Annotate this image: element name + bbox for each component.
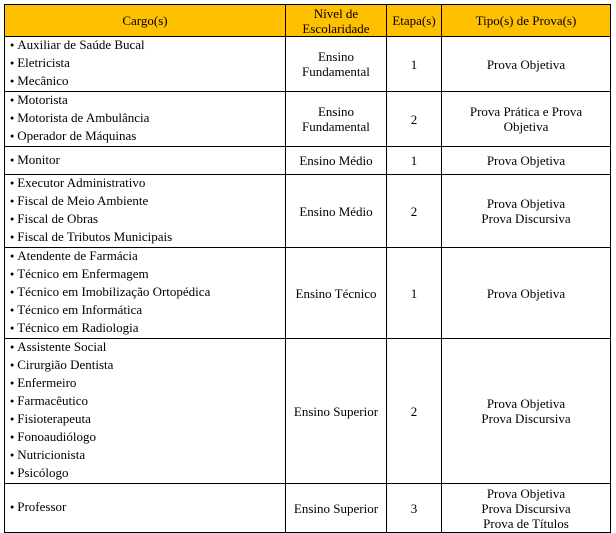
table-row [5,339,611,484]
table-row [5,92,611,147]
cargo-item: ● Eletricista [10,55,281,73]
etapas-cell: 3 [387,484,442,533]
provas-cell-line: Prova Prática e Prova [469,104,583,119]
nivel-cell [286,248,387,339]
provas-cell-line: Prova Discursiva [481,500,571,516]
cargos-cell [5,484,286,533]
cargo-item: ● Farmacêutico [10,393,281,411]
header-nivel-line2: Escolaridade [302,20,370,36]
cargo-item: ● Cirurgião Dentista [10,357,281,375]
nivel-cell-line: Ensino Superior [293,403,379,419]
table-row [5,248,611,339]
provas-cell [442,92,611,147]
etapas-cell: 2 [387,339,442,484]
cargos-cell [5,248,286,339]
nivel-cell [286,175,387,248]
cargo-item: ● Enfermeiro [10,375,281,393]
header-cargos: Cargo(s) [5,5,286,37]
cargos-cell [5,37,286,92]
cargo-item: ● Fiscal de Tributos Municipais [10,229,281,247]
table-row [5,37,611,92]
cargos-cell [5,147,286,175]
cargo-item: ● Motorista [10,92,281,110]
provas-cell-line: Prova Objetiva [486,285,566,301]
header-provas: Tipo(s) de Prova(s) [442,5,611,37]
etapas-cell: 1 [387,147,442,175]
provas-cell-line: Prova Objetiva [486,196,566,211]
cargo-item: ● Executor Administrativo [10,175,281,193]
cargos-cell [5,175,286,248]
cargo-item: ● Técnico em Radiologia [10,320,281,338]
cargo-item: ● Assistente Social [10,339,281,357]
cargo-item: ● Psicólogo [10,465,281,483]
nivel-cell [286,147,387,175]
cargo-item: ● Fonoaudiólogo [10,429,281,447]
cargos-cell [5,92,286,147]
table-row [5,484,611,533]
provas-cell-line: Prova Discursiva [481,211,571,226]
header-etapas: Etapa(s) [387,5,442,37]
cargo-item: ● Professor [10,499,281,517]
cargos-table [4,4,611,533]
etapas-cell: 1 [387,37,442,92]
nivel-cell-line: Ensino Superior [293,500,379,516]
cargo-item: ● Fiscal de Meio Ambiente [10,193,281,211]
provas-cell-line: Prova Discursiva [481,411,571,426]
nivel-cell [286,484,387,533]
cargo-item: ● Técnico em Enfermagem [10,266,281,284]
provas-cell-line: Prova Objetiva [486,396,566,411]
nivel-cell-line: Fundamental [302,64,370,79]
cargo-item: ● Operador de Máquinas [10,128,281,146]
nivel-cell-line: Ensino Médio [299,153,373,168]
nivel-cell-line: Ensino [317,49,355,64]
provas-cell [442,248,611,339]
cargo-item: ● Fiscal de Obras [10,211,281,229]
cargo-item: ● Técnico em Imobilização Ortopédica [10,284,281,302]
header-nivel-line1: Nível de [313,5,359,21]
nivel-cell-line: Ensino [317,104,355,119]
cargo-item: ● Atendente de Farmácia [10,248,281,266]
cargo-item: ● Auxiliar de Saúde Bucal [10,37,281,55]
cargo-item: ● Técnico em Informática [10,302,281,320]
provas-cell-line: Prova de Títulos [483,515,569,531]
header-nivel [286,5,387,37]
cargo-item: ● Monitor [10,152,281,170]
provas-cell [442,37,611,92]
nivel-cell-line: Ensino Técnico [295,285,377,301]
nivel-cell-line: Fundamental [302,119,370,134]
etapas-cell: 2 [387,92,442,147]
provas-cell-line: Prova Objetiva [486,485,566,501]
cargo-item: ● Fisioterapeuta [10,411,281,429]
nivel-cell [286,37,387,92]
cargo-item: ● Motorista de Ambulância [10,110,281,128]
provas-cell [442,484,611,533]
provas-cell [442,175,611,248]
provas-cell [442,147,611,175]
table-row [5,175,611,248]
provas-cell-line: Prova Objetiva [486,56,566,72]
nivel-cell [286,339,387,484]
table-header-row [5,5,611,37]
provas-cell-line: Prova Objetiva [486,153,566,168]
etapas-cell: 1 [387,248,442,339]
cargo-item: ● Mecânico [10,73,281,91]
cargo-item: ● Nutricionista [10,447,281,465]
cargos-cell [5,339,286,484]
provas-cell [442,339,611,484]
table-row [5,147,611,175]
nivel-cell [286,92,387,147]
provas-cell-line: Objetiva [503,119,549,134]
etapas-cell: 2 [387,175,442,248]
nivel-cell-line: Ensino Médio [299,203,373,219]
